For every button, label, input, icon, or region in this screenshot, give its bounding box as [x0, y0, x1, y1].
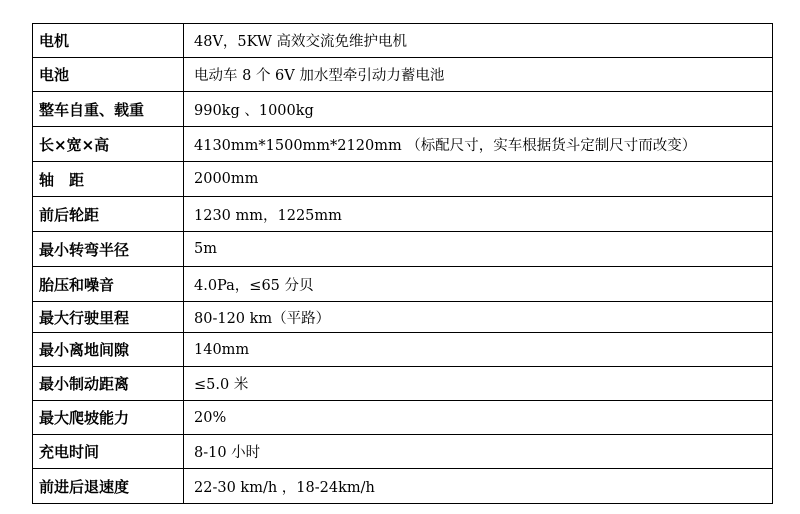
- row-label-motor: 电机: [33, 24, 184, 58]
- table-row: [33, 197, 773, 232]
- table-row: [33, 58, 773, 92]
- table-row: [33, 367, 773, 401]
- row-label-ground-clearance: 最小离地间隙: [33, 333, 184, 367]
- row-value-climbing: 20%: [184, 401, 773, 435]
- table-row: [33, 302, 773, 333]
- spec-table: [32, 23, 773, 504]
- row-value-charging-time: 8-10 小时: [184, 435, 773, 469]
- row-value-track: 1230 mm，1225mm: [184, 197, 773, 232]
- table-row: [33, 469, 773, 504]
- row-value-weight: 990kg 、1000kg: [184, 92, 773, 127]
- row-value-dimensions: 4130mm*1500mm*2120mm （标配尺寸，实车根据货斗定制尺寸而改变）: [184, 127, 773, 162]
- row-value-wheelbase: 2000mm: [184, 162, 773, 197]
- row-label-wheelbase: 轴 距: [33, 162, 184, 197]
- row-value-braking-distance: ≤5.0 米: [184, 367, 773, 401]
- table-row: [33, 232, 773, 267]
- row-label-tire-noise: 胎压和噪音: [33, 267, 184, 302]
- row-label-turning-radius: 最小转弯半径: [33, 232, 184, 267]
- row-label-battery: 电池: [33, 58, 184, 92]
- row-label-dimensions: 长×宽×高: [33, 127, 184, 162]
- row-label-track: 前后轮距: [33, 197, 184, 232]
- row-value-turning-radius: 5m: [184, 232, 773, 267]
- row-value-motor: 48V，5KW 高效交流免维护电机: [184, 24, 773, 58]
- table-row: [33, 267, 773, 302]
- table-row: [33, 401, 773, 435]
- row-value-battery: 电动车 8 个 6V 加水型牵引动力蓄电池: [184, 58, 773, 92]
- row-label-range: 最大行驶里程: [33, 302, 184, 333]
- table-row: [33, 162, 773, 197]
- table-row: [33, 24, 773, 58]
- row-label-climbing: 最大爬坡能力: [33, 401, 184, 435]
- table-row: [33, 435, 773, 469]
- row-label-braking-distance: 最小制动距离: [33, 367, 184, 401]
- table-row: [33, 333, 773, 367]
- row-value-range: 80-120 km（平路）: [184, 302, 773, 333]
- row-value-tire-noise: 4.0Pa，≤65 分贝: [184, 267, 773, 302]
- row-value-speed: 22-30 km/h ，18-24km/h: [184, 469, 773, 504]
- row-label-weight: 整车自重、载重: [33, 92, 184, 127]
- row-label-speed: 前进后退速度: [33, 469, 184, 504]
- row-value-ground-clearance: 140mm: [184, 333, 773, 367]
- table-row: [33, 127, 773, 162]
- row-label-charging-time: 充电时间: [33, 435, 184, 469]
- table-row: [33, 92, 773, 127]
